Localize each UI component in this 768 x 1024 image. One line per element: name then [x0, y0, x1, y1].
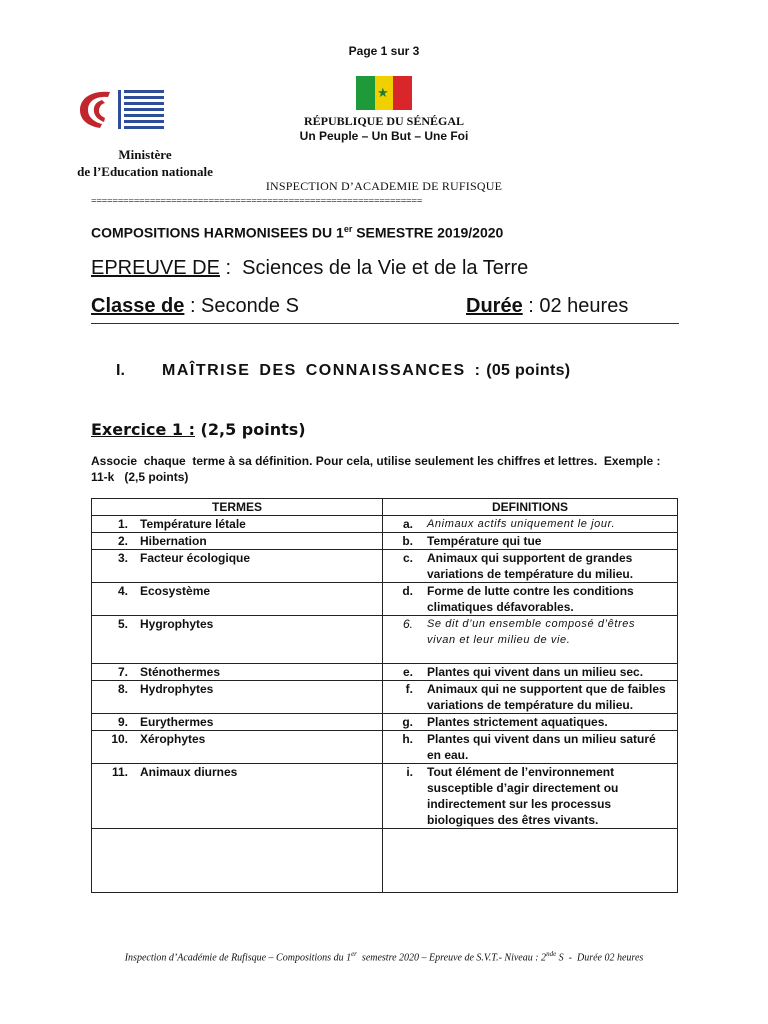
definition-text: Plantes qui vivent dans un milieu saturé en eau.: [427, 732, 656, 762]
definition-text: Température qui tue: [427, 534, 542, 548]
classe-value: : Seconde S: [184, 295, 299, 317]
table-row: [92, 764, 678, 829]
header-definitions: DEFINITIONS: [383, 499, 678, 516]
compositions-sup: er: [343, 224, 353, 234]
table-row: [92, 664, 678, 681]
section-points: (05 points): [481, 362, 571, 379]
term-number: 5.: [117, 617, 128, 631]
definition-cell: [383, 731, 678, 764]
term-cell: [92, 664, 383, 681]
footer-part-2: semestre 2020 – Epreuve de S.V.T.- Niveau : 2: [356, 952, 547, 964]
definition-letter: b.: [402, 534, 413, 548]
term-cell: [92, 731, 383, 764]
term-number: 10.: [111, 732, 128, 746]
definition-cell: [383, 516, 678, 533]
duree-value: : 02 heures: [522, 295, 629, 317]
exercise-instructions: [91, 453, 681, 485]
footer-part-1: Inspection d’Académie de Rufisque – Compositions du 1: [124, 952, 352, 964]
term-number: 3.: [117, 551, 128, 565]
term-text: Hibernation: [140, 534, 207, 548]
page-number: Page 1 sur 3: [348, 44, 420, 58]
table-row: [92, 616, 678, 664]
duree-line: [466, 295, 628, 318]
definition-letter: h.: [402, 732, 413, 746]
term-text: Hygrophytes: [140, 617, 214, 631]
term-cell: [92, 516, 383, 533]
epreuve-label: EPREUVE DE: [91, 257, 220, 279]
definition-text: Forme de lutte contre les conditions climatiques défavorables.: [427, 584, 634, 614]
compositions-prefix: COMPOSITIONS HARMONISEES DU 1: [91, 224, 344, 241]
definition-cell: [383, 714, 678, 731]
table-header-row: [92, 499, 678, 516]
definition-text: Tout élément de l’environnement susceptible d’agir directement ou indirectement sur les processus biologiques des êtres vivants.: [427, 765, 619, 827]
terms-definitions-table: [91, 498, 678, 893]
term-text: Sténothermes: [140, 665, 221, 679]
term-number: 4.: [117, 584, 128, 598]
table-row: [92, 829, 678, 893]
definition-letter: g.: [402, 715, 413, 729]
compositions-heading: [91, 224, 503, 241]
definition-letter: 6.: [402, 617, 413, 631]
definition-text: Plantes strictement aquatiques.: [427, 715, 608, 729]
term-text: Facteur écologique: [140, 551, 251, 565]
table-row: [92, 731, 678, 764]
term-text: Xérophytes: [140, 732, 206, 746]
term-number: 2.: [117, 534, 128, 548]
definition-letter: e.: [402, 665, 413, 679]
classe-line: [91, 295, 299, 318]
definition-text: Animaux qui supportent de grandes variations de température du milieu.: [427, 551, 634, 581]
ministry-line-2: de l’Education nationale: [77, 164, 213, 179]
footer-sup-2: nde: [546, 950, 557, 958]
table-row: [92, 550, 678, 583]
equals-divider: ==============================================================: [91, 196, 423, 207]
term-cell: [92, 829, 383, 893]
exercise-label: Exercice 1 :: [91, 420, 195, 439]
senegal-flag: [356, 76, 412, 110]
section-heading: [116, 362, 570, 380]
term-number: 7.: [117, 665, 128, 679]
term-cell: [92, 714, 383, 731]
term-text: Température létale: [140, 517, 246, 531]
term-number: 9.: [117, 715, 128, 729]
epreuve-value: Sciences de la Vie et de la Terre: [242, 257, 529, 279]
term-text: Ecosystème: [140, 584, 211, 598]
definition-text: Plantes qui vivent dans un milieu sec.: [427, 665, 644, 679]
definition-cell: [383, 533, 678, 550]
header-divider: [91, 323, 679, 324]
ministry-logo: [72, 86, 166, 136]
ministry-name: [60, 146, 230, 180]
definition-cell: [383, 681, 678, 714]
term-text: Eurythermes: [140, 715, 214, 729]
definition-cell: [383, 829, 678, 893]
ministry-line-1: Ministère: [118, 147, 172, 162]
inspection-title: INSPECTION D’ACADEMIE DE RUFISQUE: [265, 179, 503, 193]
national-motto: Un Peuple – Un But – Une Foi: [299, 129, 469, 143]
term-number: 8.: [117, 682, 128, 696]
flag-band-red: [393, 76, 412, 110]
term-cell: [92, 533, 383, 550]
term-cell: [92, 764, 383, 829]
instructions-line-2: 11-k (2,5 points): [91, 470, 189, 484]
footer-sup-1: er: [351, 950, 357, 958]
table-row: [92, 681, 678, 714]
exercise-heading: [91, 420, 306, 439]
definition-letter: c.: [402, 551, 413, 565]
header-terms: TERMES: [92, 499, 383, 516]
term-text: Hydrophytes: [140, 682, 214, 696]
term-number: 1.: [117, 517, 128, 531]
instructions-line-1: Associe chaque terme à sa définition. Pour cela, utilise seulement les chiffres et lettres. Exemple :: [91, 454, 661, 468]
term-cell: [92, 616, 383, 664]
table-row: [92, 714, 678, 731]
definition-cell: [383, 616, 678, 664]
footer-part-3: S - Durée 02 heures: [556, 952, 644, 964]
definition-text: Animaux qui ne supportent que de faibles variations de température du milieu.: [427, 682, 666, 712]
term-cell: [92, 681, 383, 714]
classe-label: Classe de: [91, 295, 185, 317]
definition-cell: [383, 664, 678, 681]
definition-cell: [383, 583, 678, 616]
compositions-suffix: SEMESTRE 2019/2020: [352, 224, 504, 241]
duree-label: Durée: [466, 295, 523, 317]
definition-cell: [383, 764, 678, 829]
table-row: [92, 516, 678, 533]
definition-text: Animaux actifs uniquement le jour.: [427, 518, 616, 530]
definition-letter: f.: [405, 682, 413, 696]
table-row: [92, 583, 678, 616]
epreuve-separator: :: [219, 257, 243, 279]
term-cell: [92, 550, 383, 583]
republic-title: RÉPUBLIQUE DU SÉNÉGAL: [303, 114, 465, 128]
exercise-points: (2,5 points): [194, 420, 306, 439]
term-cell: [92, 583, 383, 616]
section-title: MAÎTRISE DES CONNAISSANCES :: [162, 362, 482, 379]
epreuve-line: [91, 257, 528, 280]
table-row: [92, 533, 678, 550]
flag-band-green: [356, 76, 375, 110]
definition-letter: d.: [402, 584, 413, 598]
star-icon: ★: [377, 85, 389, 100]
definition-letter: i.: [406, 765, 413, 779]
section-number: I.: [116, 362, 125, 379]
page-footer: [0, 950, 768, 963]
definition-text: Se dit d’un ensemble composé d’êtres vivan et leur milieu de vie.: [427, 618, 636, 646]
term-text: Animaux diurnes: [140, 765, 238, 779]
term-number: 11.: [111, 765, 128, 779]
definition-letter: a.: [402, 517, 413, 531]
definition-cell: [383, 550, 678, 583]
